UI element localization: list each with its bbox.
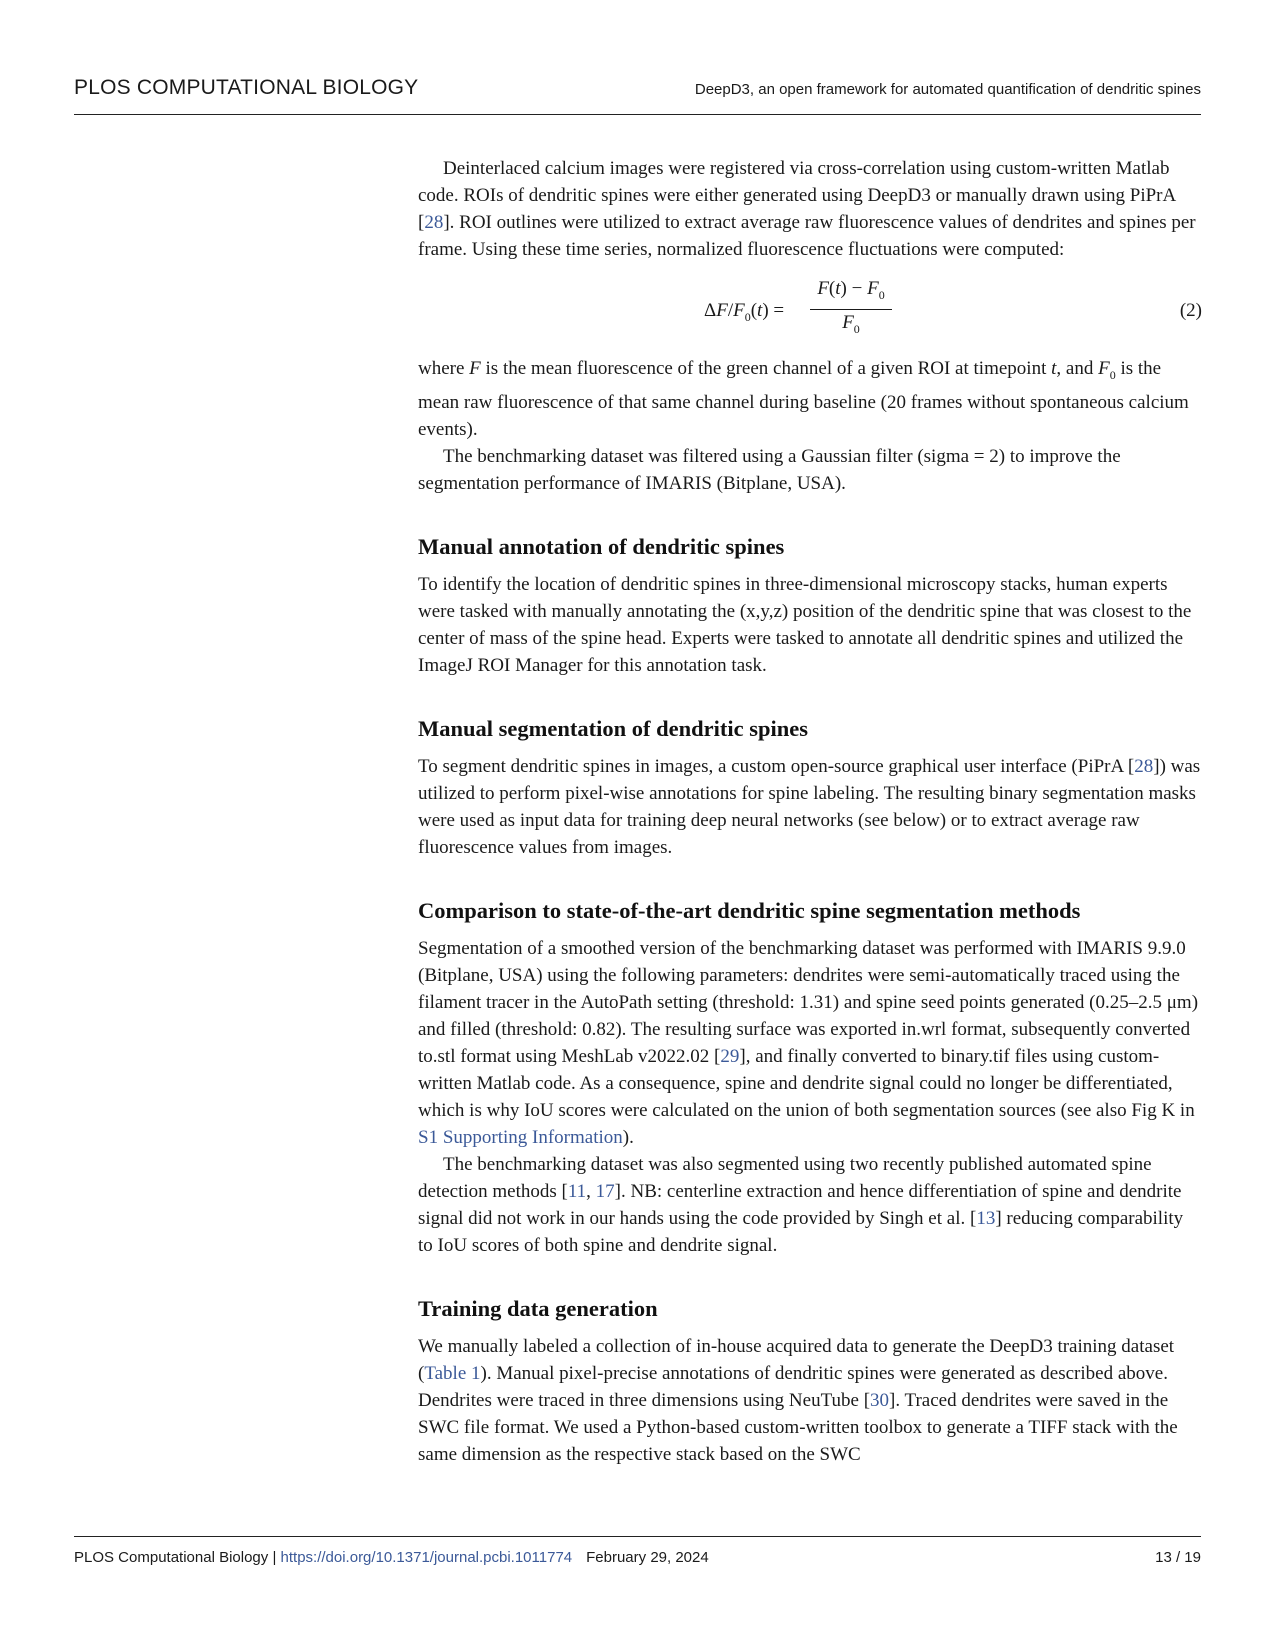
citation-link[interactable]: 30 (870, 1389, 890, 1411)
publication-date: February 29, 2024 (586, 1549, 709, 1566)
citation-link[interactable]: 17 (595, 1180, 615, 1202)
paragraph-annotation: To identify the location of dendritic spines in three-dimensional microscopy stacks, human experts were tasked with manually annotating the (x,y,z) position of the dendritic spine that was closest to the center of mass of the spine head. Experts were tasked to annotate all dendritic spines and utilized the ImageJ ROI Manager for this annotation task. (418, 573, 1192, 676)
footer-journal: PLOS Computational Biology | (74, 1549, 281, 1566)
paragraph-equation-explanation: where F is the mean fluorescence of the green channel of a given ROI at timepoint t, and $F_0$ is the mean raw fluorescence of that same channel during baseline (20 frames without spontaneous calcium events). (418, 358, 1189, 440)
fraction-numerator: $F(t) - F_0$ (810, 277, 892, 310)
doi-link[interactable]: https://doi.org/10.1371/journal.pcbi.1011774 (280, 1549, 573, 1566)
section-title-annotation: Manual annotation of dendritic spines (418, 533, 785, 559)
paragraph-gaussian-filter: The benchmarking dataset was filtered using a Gaussian filter (sigma = 2) to improve the segmentation performance of IMARIS (Bitplane, USA). (418, 445, 1121, 494)
equation-fraction (810, 277, 892, 342)
section-title-comparison: Comparison to state-of-the-art dendritic spine segmentation methods (418, 897, 1081, 923)
equation-lhs: $\Delta F/F_0(t)$ = (704, 300, 785, 324)
citation-link[interactable]: 28 (424, 212, 444, 233)
section-title-training: Training data generation (418, 1295, 658, 1321)
fraction-denominator: $F_0$ (842, 311, 860, 336)
page-number: 13 / 19 (1155, 1549, 1201, 1566)
citation-link[interactable]: 29 (720, 1045, 740, 1067)
equation-2 (418, 277, 1202, 343)
paragraph-training: We manually labeled a collection of in-house acquired data to generate the DeepD3 training dataset (Table 1). Manual pixel-precise annotations of dendritic spines were generated as described above. Dendrites were traced in three dimensions using NeuTube [30]. Traced dendrites were saved in the SWC file format. We used a Python-based custom-written toolbox to generate a TIFF stack with the same dimension as the respective stack based on the SWC (418, 1335, 1178, 1465)
paragraph-comparison-methods: The benchmarking dataset was also segmented using two recently published automated spine detection methods [11, 17]. NB: centerline extraction and hence differentiation of spine and dendrite signal did not work in our hands using the code provided by Singh et al. [13] reducing comparability to IoU scores of both spine and dendrite signal. (418, 1153, 1184, 1256)
paragraph-comparison-imaris: Segmentation of a smoothed version of the benchmarking dataset was performed with IMARIS 9.9.0 (Bitplane, USA) using the following parameters: dendrites were semi-automatically traced using the filament tracer in the AutoPath setting (threshold: 1.31) and spine seed points generated (0.25–2.5 μm) and filled (threshold: 0.82). The resulting surface was exported in.wrl format, subsequently converted to.stl format using MeshLab v2022.02 [29], and finally converted to binary.tif files using custom-written Matlab code. As a consequence, spine and dendrite signal could no longer be differentiated, which is why IoU scores were calculated on the union of both segmentation sources (see also Fig K in S1 Supporting Information). (418, 937, 1199, 1148)
supporting-info-link[interactable]: S1 Supporting Information (418, 1126, 623, 1148)
page-footer (74, 1536, 1201, 1577)
running-title: DeepD3, an open framework for automated quantification of dendritic spines (694, 81, 1201, 98)
citation-link[interactable]: 11 (567, 1180, 587, 1202)
citation-link[interactable]: 28 (1134, 755, 1154, 777)
table-link[interactable]: Table 1 (424, 1362, 481, 1384)
journal-name: PLOS COMPUTATIONAL BIOLOGY (74, 76, 419, 99)
equation-number: (2) (1179, 300, 1202, 321)
citation-link[interactable]: 13 (976, 1207, 996, 1229)
section-title-segmentation: Manual segmentation of dendritic spines (418, 715, 809, 741)
page-header (74, 72, 1201, 115)
paragraph-segmentation: To segment dendritic spines in images, a custom open-source graphical user interface (PiPrA [28]) was utilized to perform pixel-wise annotations for spine labeling. The resulting binary segmentation masks were used as input data for training deep neural networks (see below) or to extract average raw fluorescence values from images. (418, 755, 1201, 858)
paragraph-calcium-imaging: Deinterlaced calcium images were registered via cross-correlation using custom-written Matlab code. ROIs of dendritic spines were either generated using DeepD3 or manually drawn using PiPrA [28]. ROI outlines were utilized to extract average raw fluorescence values of dendrites and spines per frame. Using these time series, normalized fluorescence fluctuations were computed: (418, 158, 1196, 260)
article-body (418, 155, 1202, 1468)
